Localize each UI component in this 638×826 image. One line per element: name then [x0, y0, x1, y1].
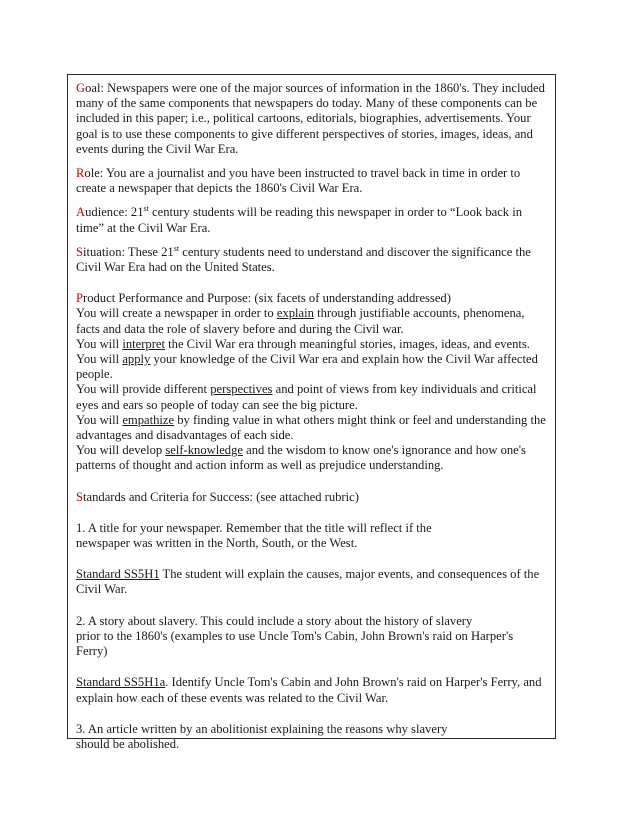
product-item-post: through justifiable accounts, phenomena, facts and data the role of slavery before and during the Civil war.	[76, 306, 525, 336]
product-heading-text: roduct Performance and Purpose: (six facets of understanding addressed)	[83, 291, 451, 306]
product-item-post: your knowledge of the Civil War era and explain how the Civil War affected people.	[76, 352, 538, 382]
standards-heading	[76, 490, 547, 505]
role-initial: R	[76, 166, 85, 181]
audience-label: udience:	[85, 205, 128, 220]
criterion-line: prior to the 1860's (examples to use Uncle Tom's Cabin, John Brown's raid on Harper's Ferry)	[76, 628, 514, 659]
situation-label: ituation:	[83, 244, 125, 259]
product-item-pre: You will develop	[76, 443, 166, 458]
criterion-3	[76, 722, 547, 752]
situation-text-post: century students need to understand and discover the significance the Civil War Era had on the United States.	[76, 244, 531, 275]
product-item-key: explain	[276, 306, 314, 321]
product-item-key: apply	[122, 352, 151, 367]
product-item-key: self-knowledge	[165, 443, 243, 458]
product-item-key: interpret	[122, 336, 165, 351]
product-item-pre: You will	[76, 412, 123, 427]
audience-paragraph	[76, 205, 547, 235]
audience-initial: A	[76, 205, 86, 220]
situation-paragraph	[76, 245, 547, 275]
product-item	[76, 382, 547, 412]
goal-initial: G	[76, 81, 86, 95]
product-initial: P	[76, 291, 84, 306]
product-item	[76, 337, 547, 352]
product-item-pre: You will provide different	[76, 382, 211, 397]
product-item-pre: You will create a newspaper in order to	[76, 306, 277, 321]
product-heading	[76, 291, 547, 306]
standard-text: . Identify Uncle Tom's Cabin and John Brown's raid on Harper's Ferry, and explain how each of these events was related to the Civil War.	[76, 675, 542, 705]
criterion-2	[76, 614, 547, 660]
role-text: You are a journalist and you have been instructed to travel back in time in order to create a newspaper that depicts the 1860's Civil War Era.	[76, 166, 521, 196]
product-section	[76, 291, 547, 473]
standards-heading-text: tandards and Criteria for Success: (see attached rubric)	[83, 489, 359, 504]
product-item	[76, 352, 547, 382]
criterion-line: 3. An article written by an abolitionist explaining the reasons why slavery	[76, 721, 448, 736]
assignment-box	[67, 74, 556, 751]
standard-text: The student will explain the causes, major events, and consequences of the Civil War.	[76, 567, 540, 597]
goal-text: Newspapers were one of the major sources of information in the 1860's. They included many of the same components that newspapers do today. Many of these components can be included in this paper; i.e., political cartoons, editorials, biographies, advertisements. Your goal is to use these components to give different perspectives of stories, images, ideas, and events during the Civil War Era.	[76, 81, 545, 156]
situation-sup: st	[173, 243, 180, 253]
role-label: ole:	[84, 166, 104, 181]
audience-text-pre: 21	[127, 205, 144, 220]
criterion-1	[76, 521, 547, 551]
product-item-post: and point of views from key individuals and critical eyes and ears so people of today can see the big picture.	[76, 382, 537, 412]
product-item	[76, 413, 547, 443]
criterion-line: 2. A story about slavery. This could include a story about the history of slavery	[76, 613, 473, 628]
criterion-line: 1. A title for your newspaper. Remember that the title will reflect if the	[76, 520, 432, 535]
standard-code: Standard SS5H1	[76, 567, 160, 582]
product-item-post: by finding value in what others might think or feel and understanding the advantages and disadvantages of each side.	[76, 412, 546, 443]
criterion-line: should be abolished.	[76, 736, 180, 751]
product-item-key: perspectives	[210, 382, 273, 397]
product-item-key: empathize	[122, 412, 175, 427]
standards-initial: S	[76, 489, 84, 504]
situation-initial: S	[76, 244, 84, 259]
product-item-pre: You will	[76, 336, 123, 351]
product-item	[76, 306, 547, 336]
standard-ss5h1a	[76, 675, 547, 705]
role-paragraph	[76, 166, 547, 196]
situation-text-pre: These 21	[125, 244, 174, 259]
goal-label: oal:	[85, 81, 104, 95]
standard-ss5h1	[76, 567, 547, 597]
goal-paragraph	[76, 81, 547, 157]
audience-text-post: century students will be reading this newspaper in order to “Look back in time” at the Civil War Era.	[76, 205, 523, 235]
product-item	[76, 443, 547, 473]
standard-code: Standard SS5H1a	[76, 675, 166, 690]
product-item-post: and the wisdom to know one's ignorance and how one's patterns of thought and action inform as well as prejudice understanding.	[76, 443, 526, 473]
criterion-line: newspaper was written in the North, South, or the West.	[76, 536, 358, 551]
product-item-post: the Civil War era through meaningful stories, images, ideas, and events.	[165, 336, 530, 351]
audience-sup: st	[143, 204, 149, 214]
product-item-pre: You will	[76, 352, 123, 367]
